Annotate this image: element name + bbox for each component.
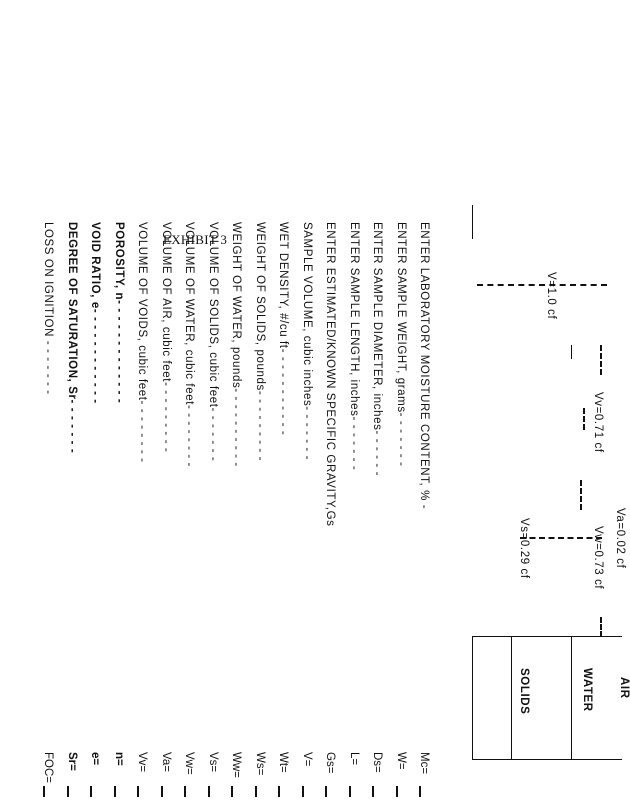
dimension-line	[600, 617, 602, 637]
result-blank-tick	[396, 786, 398, 797]
form-field-label: ENTER SAMPLE DIAMETER, inches- - - - - -	[371, 222, 383, 477]
result-label: Va=	[159, 752, 172, 772]
result-blank-tick	[161, 786, 163, 797]
result-blank-tick	[90, 786, 92, 797]
form-field-label: LOSS ON IGNITION - - - - - - -	[42, 222, 54, 395]
form-field-label: VOLUME OF SOLIDS, cubic feet- - - - - - -	[206, 222, 219, 462]
result-label: e=	[89, 752, 101, 766]
form-field-label: POROSITY, n- - - - - - - - - - - - -	[112, 222, 125, 404]
phase-solids-label: SOLIDS	[518, 668, 530, 715]
phase-air-label: AIR	[618, 677, 630, 699]
water-solids-divider	[571, 637, 572, 759]
result-blank-tick	[184, 786, 186, 797]
volume-air-label: Va=0.02 cf	[614, 508, 626, 569]
form-field-label: SAMPLE VOLUME, cubic inches- - - - - - -	[300, 222, 313, 461]
result-blank-tick	[349, 786, 351, 797]
result-blank-tick	[231, 786, 233, 797]
volume-water-label: Vw=0.73 cf	[592, 526, 604, 590]
exhibit-label: EXHIBIT 3	[163, 232, 228, 247]
result-blank-tick	[208, 786, 210, 797]
dimension-line	[600, 345, 602, 375]
result-blank-tick	[278, 786, 280, 797]
phase-diagram-box	[472, 636, 622, 760]
result-blank-tick	[325, 786, 327, 797]
result-blank-tick	[419, 786, 421, 797]
form-field-label: VOLUME OF WATER, cubic feet- - - - - - - -	[183, 222, 195, 467]
result-label: FOC=	[42, 752, 54, 783]
result-label: Gs=	[324, 752, 336, 774]
dimension-line	[583, 408, 585, 430]
form-field-label: ENTER SAMPLE LENGTH, inches- - - - - - -	[347, 222, 360, 471]
result-blank-tick	[114, 786, 116, 797]
form-field-label: VOLUME OF AIR, cubic feet- - - - - - - - -	[159, 222, 172, 453]
result-blank-tick	[67, 786, 69, 797]
result-label: V=	[300, 752, 313, 767]
form-field-label: VOLUME OF VOIDS, cubic feet- - - - - - - -	[136, 222, 148, 463]
form-field-label: WEIGHT OF WATER, pounds- - - - - - - - - -	[230, 222, 242, 467]
result-label: W=	[394, 752, 407, 770]
volume-voids-label: Vv=0.71 cf	[592, 392, 604, 453]
result-label: Wt=	[277, 752, 289, 773]
result-label: Vw=	[183, 752, 195, 775]
dimension-tick	[472, 205, 473, 239]
result-label: Vv=	[136, 752, 148, 773]
form-field-label: ENTER ESTIMATED/KNOWN SPECIFIC GRAVITY,Gs	[324, 222, 336, 527]
volume-total-label: V=1.0 cf	[545, 272, 557, 320]
form-field-label: WET DENSITY, #/cu ft- - - - - - - - - - -	[277, 222, 289, 436]
form-field-label: VOID RATIO, e- - - - - - - - - - - -	[89, 222, 101, 404]
result-label: Ws=	[253, 752, 266, 776]
result-label: n=	[112, 752, 125, 766]
dimension-tick	[571, 345, 572, 359]
result-label: Ds=	[371, 752, 383, 773]
dimension-line-voids	[520, 537, 602, 539]
result-blank-tick	[137, 786, 139, 797]
result-label: Sr=	[65, 752, 78, 771]
result-blank-tick	[302, 786, 304, 797]
result-label: L=	[347, 752, 360, 766]
air-water-divider	[511, 637, 512, 759]
result-label: Ww=	[230, 752, 242, 778]
form-field-label: WEIGHT OF SOLIDS, pounds- - - - - - - - -	[253, 222, 266, 462]
result-blank-tick	[372, 786, 374, 797]
dimension-line-total	[477, 284, 607, 286]
dimension-line	[580, 480, 582, 510]
form-field-label: ENTER LABORATORY MOISTURE CONTENT, % -	[418, 222, 430, 510]
result-blank-tick	[255, 786, 257, 797]
form-field-label: ENTER SAMPLE WEIGHT, grams- - - - - - -	[394, 222, 407, 467]
result-label: Vs=	[206, 752, 219, 773]
result-blank-tick	[43, 786, 45, 797]
volume-solids-label: Vs=0.29 cf	[518, 518, 530, 579]
result-label: Mc=	[418, 752, 430, 775]
phase-water-label: WATER	[581, 668, 593, 712]
form-field-label: DEGREE OF SATURATION, Sr- - - - - - -	[65, 222, 78, 454]
